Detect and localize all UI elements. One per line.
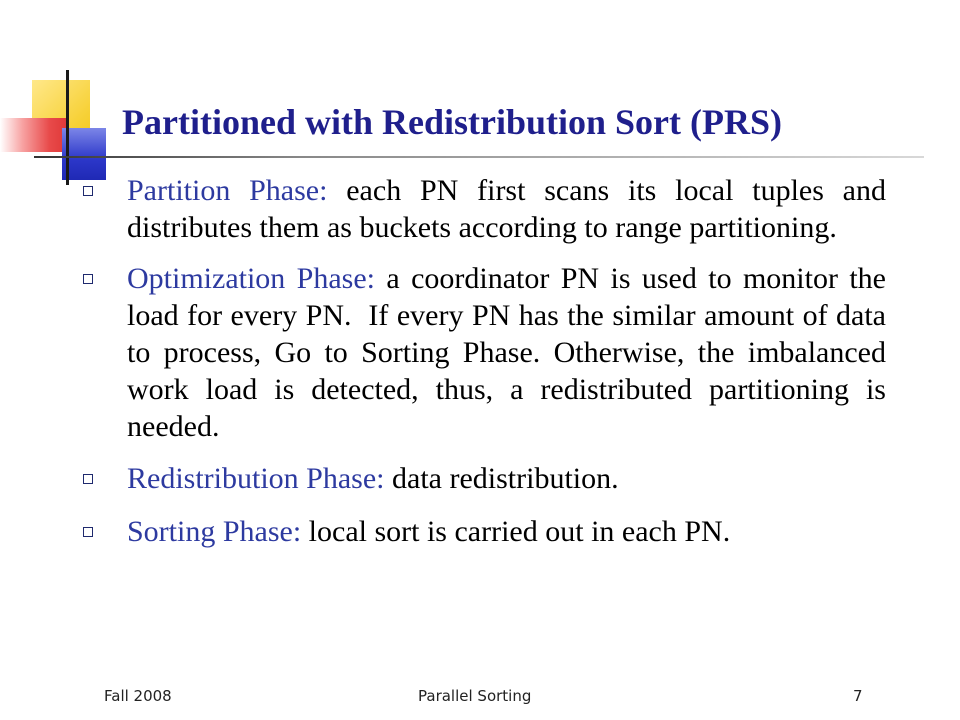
- footer-date: Fall 2008: [104, 687, 172, 705]
- bullet-text: [127, 460, 886, 497]
- hollow-square-bullet-icon: [83, 274, 93, 284]
- hollow-square-bullet-icon: [83, 527, 93, 537]
- bullet-item-optimization-phase: [80, 260, 894, 445]
- bullet-item-sorting-phase: [80, 513, 886, 550]
- bullet-item-redistribution-phase: [80, 460, 886, 497]
- slide-title: Partitioned with Redistribution Sort (PRS): [122, 102, 782, 142]
- bullet-body: a coordinator PN is used to monitor the load for every PN. If every PN has the similar amount of data to process, Go to Sorting Phase. Otherwise, the imbalanced work load is detected, thus, a redistributed partitioning is needed.: [127, 262, 894, 443]
- bullet-body: data redistribution.: [384, 462, 619, 495]
- bullet-text: [127, 172, 886, 246]
- bullet-term: Redistribution Phase:: [127, 462, 385, 495]
- title-underline: [34, 156, 924, 158]
- bullet-text: [127, 260, 894, 445]
- bullet-body: local sort is carried out in each PN.: [301, 515, 731, 548]
- bullet-term: Partition Phase:: [127, 174, 328, 207]
- hollow-square-bullet-icon: [83, 474, 93, 484]
- bullet-term: Optimization Phase:: [127, 262, 376, 295]
- footer-title: Parallel Sorting: [418, 687, 532, 705]
- hollow-square-bullet-icon: [83, 186, 93, 196]
- bullet-list: [80, 166, 894, 550]
- slide-number: 7: [853, 687, 863, 705]
- bullet-text: [127, 513, 886, 550]
- bullet-item-partition-phase: [80, 172, 886, 246]
- decorative-vertical-line: [66, 70, 69, 185]
- decorative-red-bar: [0, 118, 66, 152]
- bullet-term: Sorting Phase:: [127, 515, 302, 548]
- bullet-body: each PN first scans its local tuples and distributes them as buckets according to range partitioning.: [127, 174, 886, 244]
